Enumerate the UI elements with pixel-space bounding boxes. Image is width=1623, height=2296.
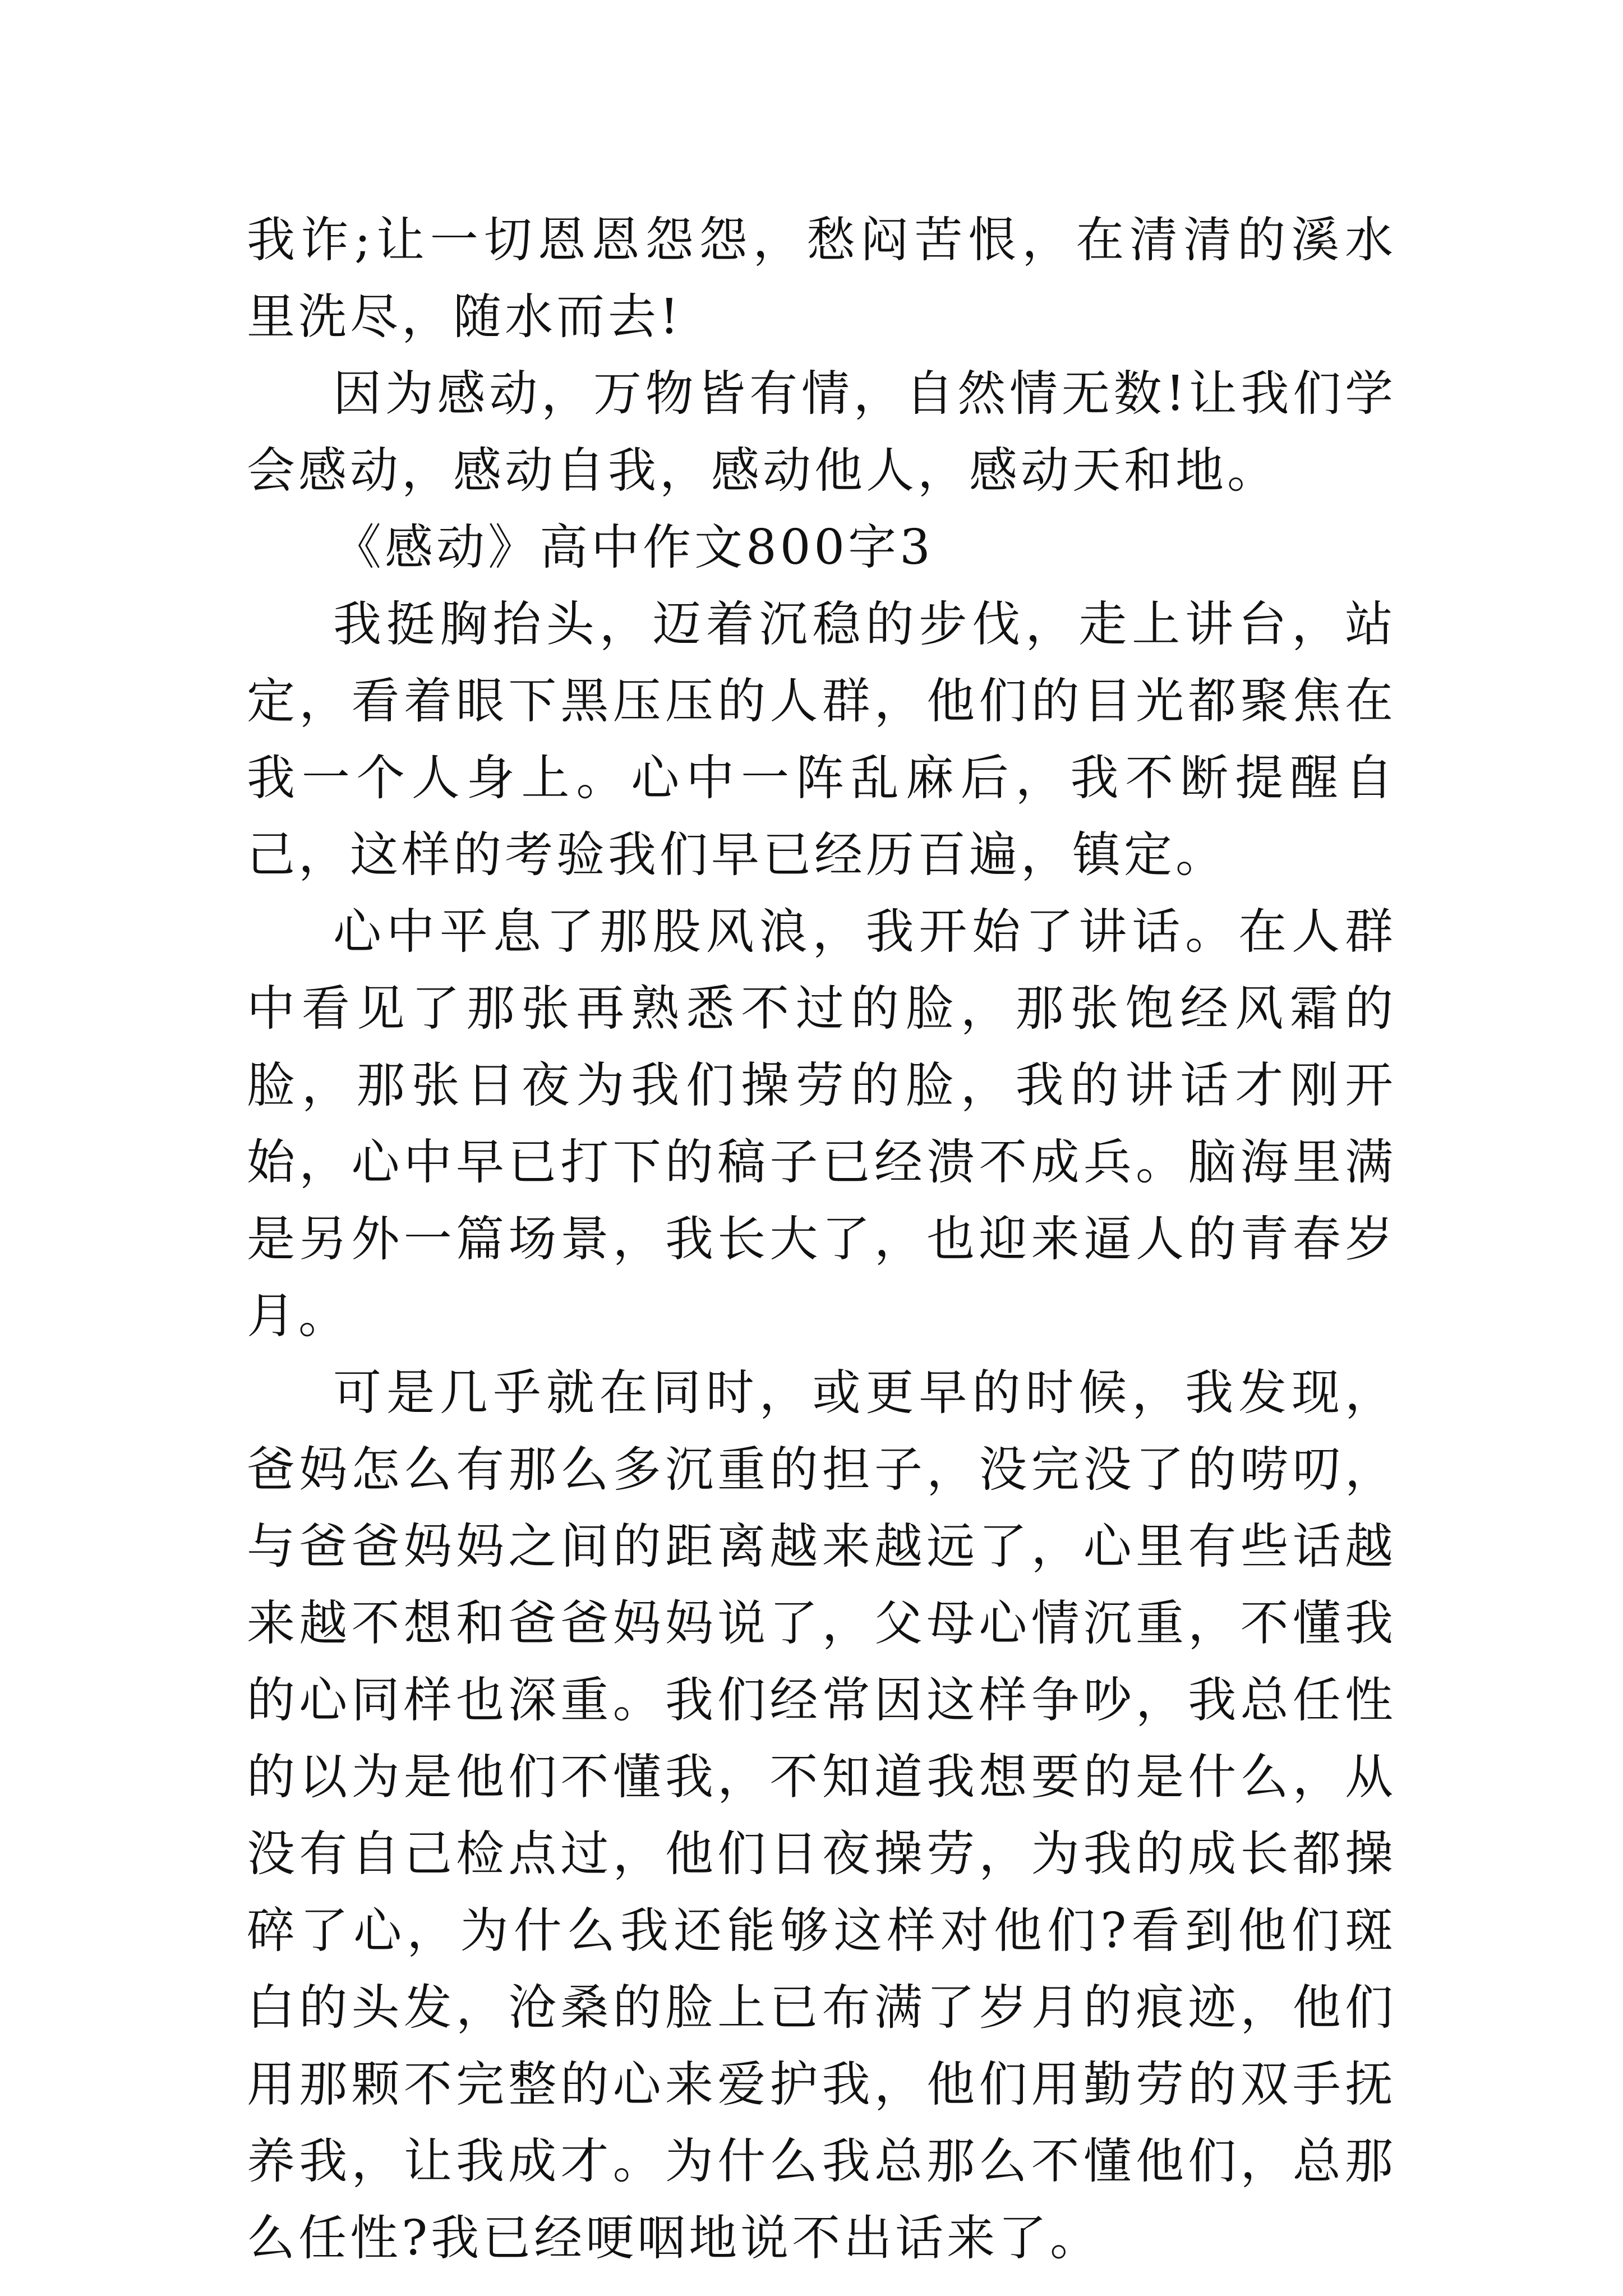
- document-body: [247, 202, 1396, 2277]
- essay-heading: 《感动》高中作文800字3: [333, 519, 934, 576]
- paragraph-conclusion: 因为感动，万物皆有情，自然情无数!让我们学会感动，感动自我，感动他人，感动天和地。: [247, 366, 1396, 499]
- paragraph-speech: 心中平息了那股风浪，我开始了讲话。在人群中看见了那张再熟悉不过的脸，那张饱经风霜的脸，那张日夜为我们操劳的脸，我的讲话才刚开始，心中早已打下的稿子已经溃不成兵。脑海里满是另外一篇场景，我长大了，也迎来逼人的青春岁月。: [247, 904, 1396, 1344]
- paragraph-opening: 我挺胸抬头，迈着沉稳的步伐，走上讲台，站定，看着眼下黑压压的人群，他们的目光都聚焦在我一个人身上。心中一阵乱麻后，我不断提醒自己，这样的考验我们早已经历百遍，镇定。: [247, 596, 1396, 883]
- paragraph-reflection: 可是几乎就在同时，或更早的时候，我发现，爸妈怎么有那么多沉重的担子，没完没了的唠叨，与爸爸妈妈之间的距离越来越远了，心里有些话越来越不想和爸爸妈妈说了，父母心情沉重，不懂我的心同样也深重。我们经常因这样争吵，我总任性的以为是他们不懂我，不知道我想要的是什么，从没有自己检点过，他们日夜操劳，为我的成长都操碎了心，为什么我还能够这样对他们?看到他们斑白的头发，沧桑的脸上已布满了岁月的痕迹，他们用那颗不完整的心来爱护我，他们用勤劳的双手抚养我，让我成才。为什么我总那么不懂他们，总那么任性?我已经哽咽地说不出话来了。: [247, 1365, 1396, 2266]
- paragraph-continuation: 我诈;让一切恩恩怨怨，愁闷苦恨，在清清的溪水里洗尽，随水而去!: [247, 212, 1396, 345]
